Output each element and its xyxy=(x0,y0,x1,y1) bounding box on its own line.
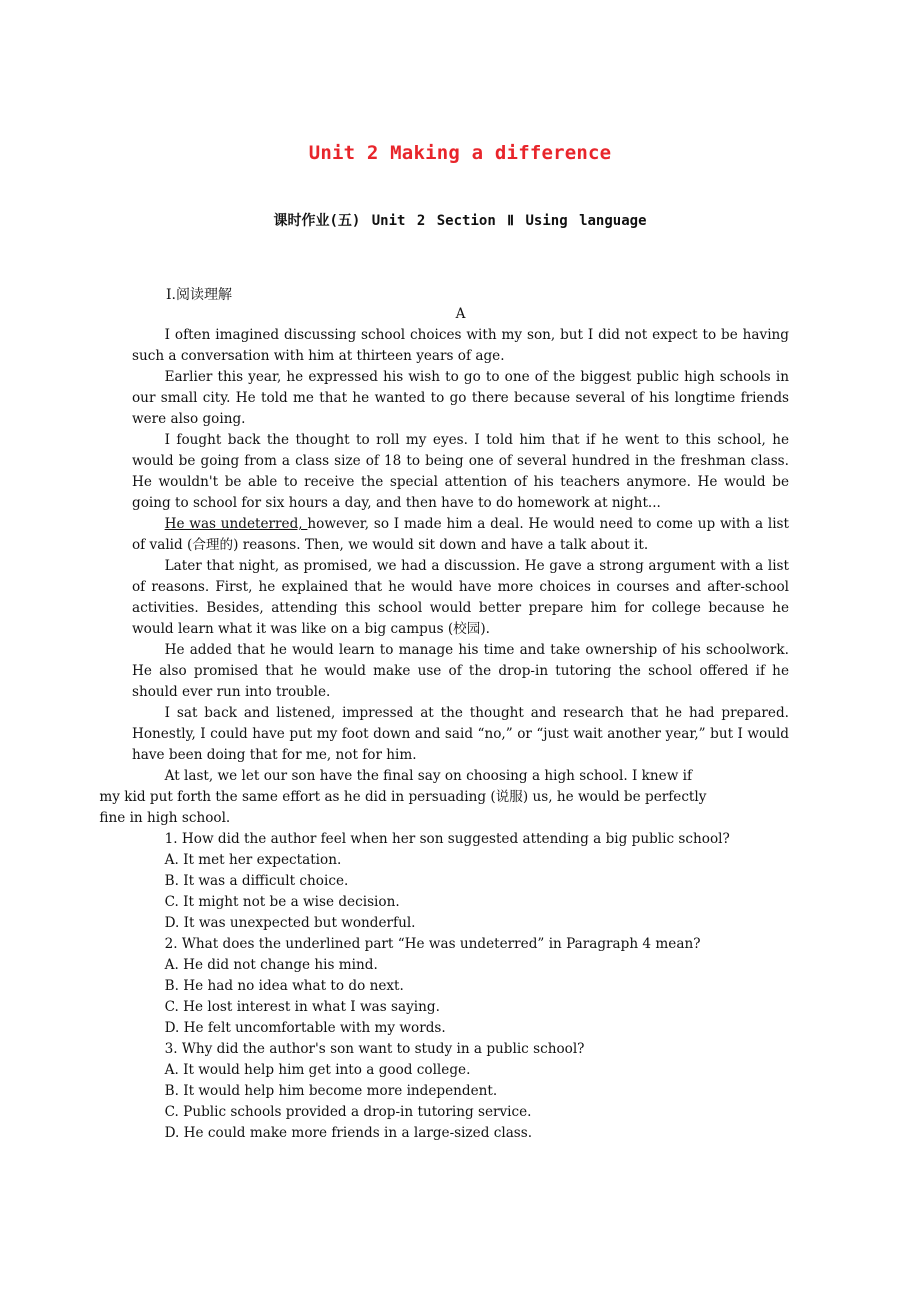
option-d: D. He could make more friends in a large-sized class. xyxy=(164,1125,533,1141)
option-b: B. It would help him become more independent. xyxy=(164,1083,498,1099)
question-2 xyxy=(132,934,789,1039)
unit-title: Unit 2 Making a difference xyxy=(308,142,612,164)
paragraph-8 xyxy=(99,766,789,829)
option-c: C. Public schools provided a drop-in tutoring service. xyxy=(164,1104,532,1120)
option-d: D. It was unexpected but wonderful. xyxy=(164,915,416,931)
paragraph-7: I sat back and listened, impressed at the thought and research that he had prepared. Honestly, I could have put my foot down and said “no,” or “just wait another year,” but I would have been doing that for me, not for him. xyxy=(132,705,789,763)
option-b: B. It was a difficult choice. xyxy=(164,873,349,889)
paragraph-5: Later that night, as promised, we had a discussion. He gave a strong argument with a list of reasons. First, he explained that he would have more choices in courses and after-school activities. Besides, attending this school would better prepare him for college because he would learn what it was like on a big campus (校园). xyxy=(132,558,789,637)
paragraph-8-line-3: fine in high school. xyxy=(99,810,231,826)
section-subtitle: 课时作业(五) Unit 2 Section Ⅱ Using language xyxy=(273,213,647,229)
paragraph-1: I often imagined discussing school choices with my son, but I did not expect to be having such a conversation with him at thirteen years of age. xyxy=(132,327,789,364)
paragraph-4-rest: however, so I made him a deal. He would need to come up with a list of valid (合理的) reasons. Then, we would sit down and have a talk about it. xyxy=(132,516,789,553)
paragraph-6: He added that he would learn to manage his time and take ownership of his schoolwork. He also promised that he would make use of the drop-in tutoring the school offered if he should ever run into trouble. xyxy=(132,642,789,700)
question-stem: 3. Why did the author's son want to study in a public school? xyxy=(164,1041,585,1057)
paragraph-3: I fought back the thought to roll my eyes. I told him that if he went to this school, he would be going from a class size of 18 to being one of several hundred in the freshman class. He wouldn't be able to receive the special attention of his teachers anymore. He would be going to school for six hours a day, and then have to do homework at night... xyxy=(132,432,789,511)
option-c: C. It might not be a wise decision. xyxy=(164,894,400,910)
option-c: C. He lost interest in what I was saying. xyxy=(164,999,440,1015)
option-b: B. He had no idea what to do next. xyxy=(164,978,404,994)
question-stem: 2. What does the underlined part “He was undeterred” in Paragraph 4 mean? xyxy=(164,936,701,952)
paragraph-2: Earlier this year, he expressed his wish to go to one of the biggest public high schools in our small city. He told me that he wanted to go there because several of his longtime friends were also going. xyxy=(132,369,789,427)
question-3 xyxy=(132,1039,789,1144)
paragraph-4 xyxy=(132,514,789,556)
option-a: A. It met her expectation. xyxy=(164,852,342,868)
question-1 xyxy=(132,829,789,934)
passage-letter: A xyxy=(455,306,466,322)
reading-section-label: Ⅰ.阅读理解 xyxy=(166,287,232,303)
underlined-phrase: He was undeterred, xyxy=(164,516,308,532)
reading-passage xyxy=(99,304,789,1144)
option-a: A. He did not change his mind. xyxy=(164,957,378,973)
paragraph-8-line-1: At last, we let our son have the final say on choosing a high school. I knew if xyxy=(164,768,693,784)
question-stem: 1. How did the author feel when her son suggested attending a big public school? xyxy=(164,831,730,847)
option-a: A. It would help him get into a good college. xyxy=(164,1062,471,1078)
option-d: D. He felt uncomfortable with my words. xyxy=(164,1020,446,1036)
paragraph-8-line-2: my kid put forth the same effort as he did in persuading (说服) us, he would be perfectly xyxy=(99,789,707,805)
